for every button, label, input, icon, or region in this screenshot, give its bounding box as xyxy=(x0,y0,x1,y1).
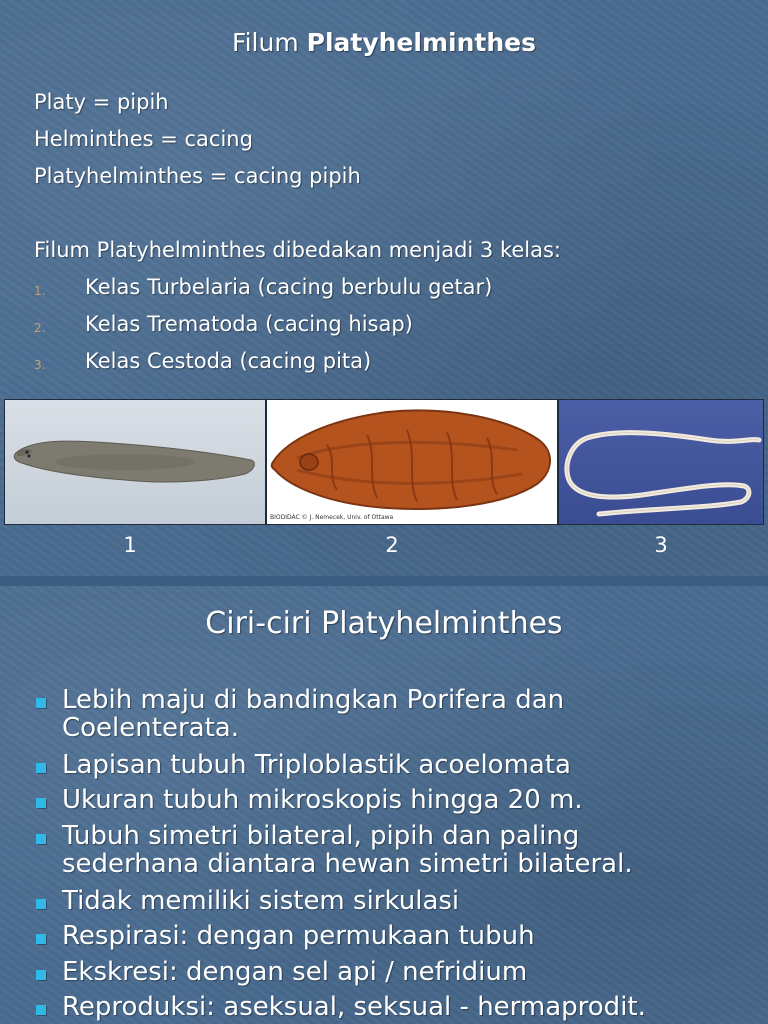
bullet-icon xyxy=(36,899,46,909)
photo-label-2: 2 xyxy=(385,533,399,557)
bullet-icon xyxy=(36,763,46,773)
slide-separator xyxy=(0,576,768,586)
photo-turbelaria xyxy=(4,399,266,525)
slide-1-title: Filum Platyhelminthes xyxy=(232,28,536,57)
class-trematoda: Kelas Trematoda (cacing hisap) xyxy=(85,312,413,336)
classes-intro: Filum Platyhelminthes dibedakan menjadi 3 kelas: xyxy=(34,238,562,262)
definition-platyhelminthes: Platyhelminthes = cacing pipih xyxy=(34,164,361,188)
definition-helminthes: Helminthes = cacing xyxy=(34,127,253,151)
bullet-text: Respirasi: dengan permukaan tubuh xyxy=(62,921,535,951)
bullet-text: Ukuran tubuh mikroskopis hingga 20 m. xyxy=(62,785,583,815)
bullet-text: Tubuh simetri bilateral, pipih dan paling xyxy=(62,821,580,851)
bullet-icon xyxy=(36,970,46,980)
title-bold: Platyhelminthes xyxy=(306,28,536,57)
bullet-icon xyxy=(36,798,46,808)
bullet-icon xyxy=(36,698,46,708)
class-cestoda: Kelas Cestoda (cacing pita) xyxy=(85,349,372,373)
class-number: 3. xyxy=(34,358,46,372)
bullet-text: Lebih maju di bandingkan Porifera dan xyxy=(62,685,565,715)
slide-2-title: Ciri-ciri Platyhelminthes xyxy=(205,606,563,641)
bullet-text: Reproduksi: aseksual, seksual - hermaprodit. xyxy=(62,992,646,1022)
bullet-text-continued: Coelenterata. xyxy=(62,713,239,743)
class-number: 1. xyxy=(34,284,46,298)
bullet-icon xyxy=(36,834,46,844)
bullet-text: Lapisan tubuh Triploblastik acoelomata xyxy=(62,750,571,780)
definition-platy: Platy = pipih xyxy=(34,90,169,114)
class-number: 2. xyxy=(34,321,46,335)
bullet-icon xyxy=(36,934,46,944)
photo-cestoda xyxy=(558,399,764,525)
bullet-text: Tidak memiliki sistem sirkulasi xyxy=(62,886,460,916)
slide-2 xyxy=(0,586,768,1024)
photo-label-3: 3 xyxy=(654,533,668,557)
photo-label-1: 1 xyxy=(123,533,137,557)
class-turbelaria: Kelas Turbelaria (cacing berbulu getar) xyxy=(85,275,493,299)
bullet-text: Ekskresi: dengan sel api / nefridium xyxy=(62,957,528,987)
photo-credit: BIODIDAC © J. Nemecek, Univ. of Ottawa xyxy=(270,514,394,521)
photo-trematoda xyxy=(266,399,558,525)
bullet-icon xyxy=(36,1005,46,1015)
bullet-text-continued: sederhana diantara hewan simetri bilateral. xyxy=(62,849,633,879)
